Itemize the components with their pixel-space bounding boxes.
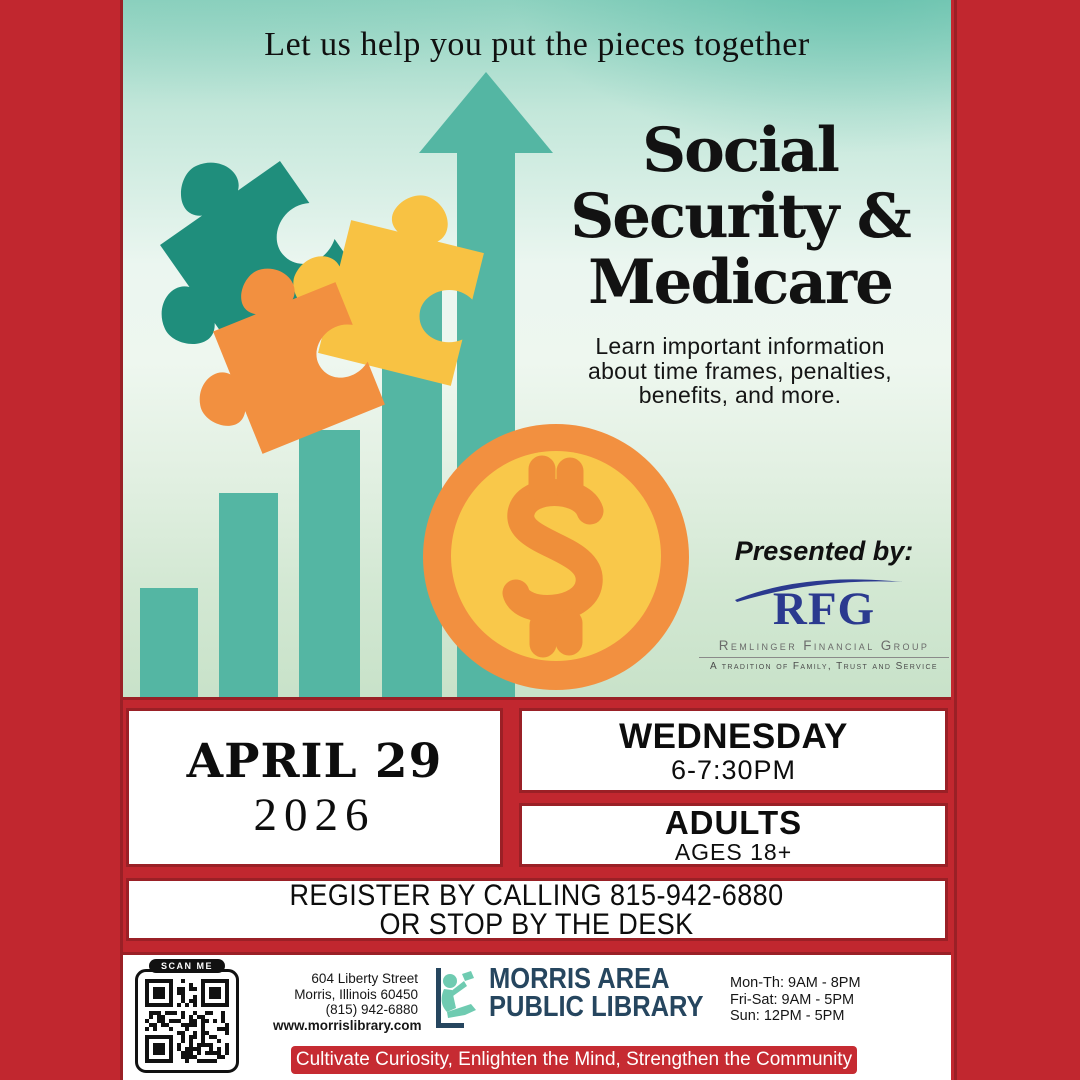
audience-ages: AGES 18+ — [674, 838, 793, 865]
date-box — [126, 708, 503, 867]
registration-box — [126, 878, 948, 941]
library-address — [273, 971, 422, 1033]
poster-tagline: Let us help you put the pieces together — [264, 26, 810, 63]
hours-fri-sat: Fri-Sat: 9AM - 5PM — [730, 991, 855, 1008]
address-city: Morris, Illinois 60450 — [294, 986, 418, 1002]
event-date: APRIL 29 — [186, 733, 443, 789]
qr-code — [131, 959, 243, 1073]
event-title-line2: Security & — [570, 181, 910, 252]
hours-mon-th: Mon-Th: 9AM - 8PM — [730, 975, 861, 991]
registration-line2: OR STOP BY THE DESK — [379, 907, 695, 941]
library-website: www.morrislibrary.com — [273, 1017, 422, 1033]
rfg-swoosh-icon — [733, 576, 905, 602]
rfg-company-name: Remlinger Financial Group — [718, 638, 930, 653]
address-street: 604 Liberty Street — [311, 971, 418, 986]
event-year: 2026 — [253, 788, 376, 841]
audience-group: ADULTS — [664, 803, 803, 841]
event-description — [554, 334, 926, 408]
library-hours — [730, 975, 861, 1025]
address-phone: (815) 942-6880 — [325, 1002, 418, 1017]
library-footer — [123, 952, 951, 1080]
qr-code-pattern — [145, 979, 229, 1063]
rfg-motto: A tradition of Family, Trust and Service — [710, 661, 938, 672]
registration-line1: REGISTER BY CALLING 815-942-6880 — [289, 878, 785, 912]
event-description-line2: about time frames, penalties, — [587, 357, 893, 384]
library-slogan-banner: Cultivate Curiosity, Enlighten the Mind, Strengthen the Community — [291, 1046, 857, 1074]
hero-section — [123, 0, 951, 700]
audience-box — [519, 803, 948, 867]
event-description-line1: Learn important information — [595, 333, 885, 359]
qr-code-frame — [135, 969, 239, 1073]
rfg-acronym: RFG — [772, 583, 876, 635]
library-name — [489, 965, 704, 1021]
event-title-line3: Medicare — [588, 247, 892, 318]
day-time-box — [519, 708, 948, 793]
rfg-divider — [699, 657, 949, 658]
scan-me-label: SCAN ME — [149, 959, 225, 973]
dollar-coin-icon — [423, 424, 689, 690]
event-title — [554, 115, 926, 318]
rfg-logo — [697, 576, 951, 672]
presented-by-label: Presented by: — [734, 536, 914, 566]
hours-sun: Sun: 12PM - 5PM — [730, 1008, 845, 1024]
library-name-line1: MORRIS AREA — [489, 963, 670, 995]
library-name-line2: PUBLIC LIBRARY — [489, 991, 704, 1023]
event-day: WEDNESDAY — [619, 716, 848, 756]
library-logo-icon — [435, 968, 481, 1028]
event-time: 6-7:30PM — [670, 754, 797, 785]
event-description-line3: benefits, and more. — [638, 382, 842, 408]
event-title-line1: Social — [642, 115, 838, 186]
